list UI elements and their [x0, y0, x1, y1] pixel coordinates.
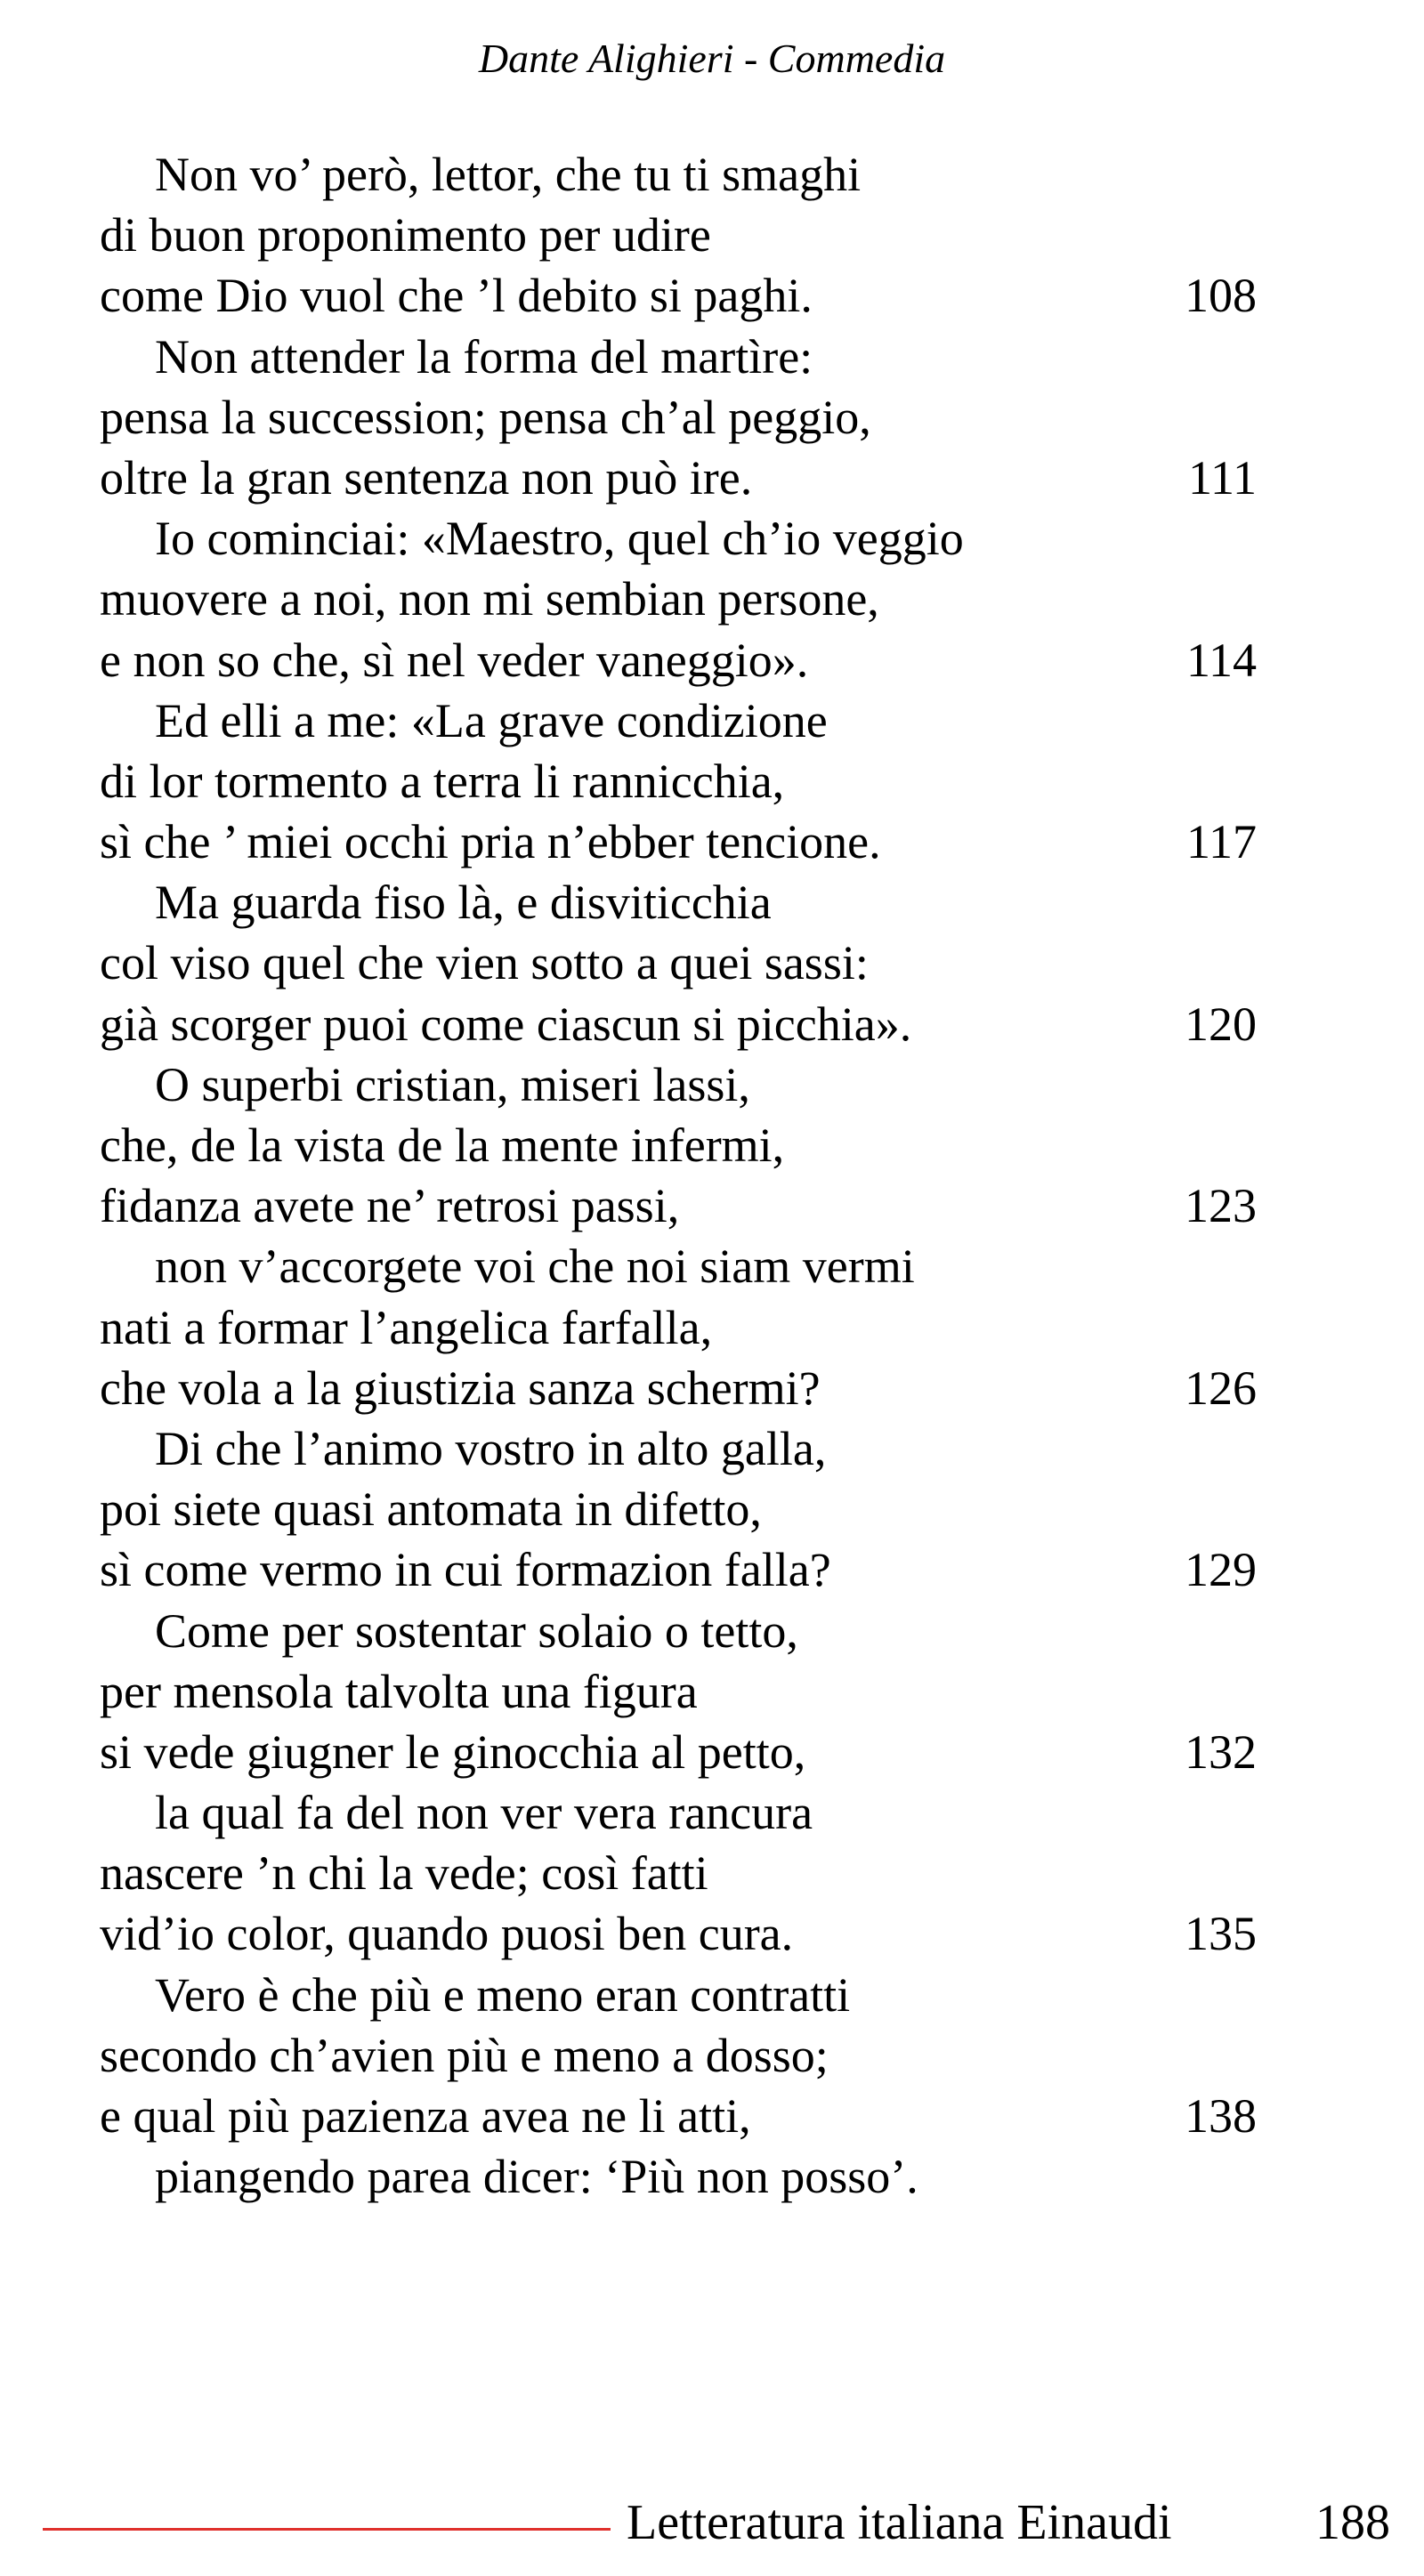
verse-line: [100, 1782, 1257, 1843]
line-number: 132: [1185, 1724, 1257, 1779]
verse-text: non v’accorgete voi che noi siam vermi: [155, 1240, 915, 1294]
verse-line: [100, 1115, 1257, 1175]
verse-text: Io cominciai: «Maestro, quel ch’io veggio: [155, 512, 964, 566]
verse-line: [100, 1539, 1257, 1600]
verse-line: [100, 933, 1257, 993]
verse-line: [100, 1965, 1257, 2025]
verse-text: nati a formar l’angelica farfalla,: [100, 1300, 713, 1354]
verse-text: che vola a la giustizia sanza schermi?: [100, 1361, 821, 1415]
verse-text: O superbi cristian, miseri lassi,: [155, 1057, 750, 1111]
verse-text: oltre la gran sentenza non può ire.: [100, 450, 753, 505]
verse-text: che, de la vista de la mente infermi,: [100, 1118, 785, 1172]
verse-line: [100, 1843, 1257, 1903]
verse-text: pensa la succession; pensa ch’al peggio,: [100, 390, 871, 444]
verse-line: [100, 630, 1257, 690]
verse-text: Non vo’ però, lettor, che tu ti smaghi: [155, 148, 862, 201]
verse-text: Ed elli a me: «La grave condizione: [155, 693, 828, 747]
verse-line: [100, 2086, 1257, 2146]
verse-text: Di che l’animo vostro in alto galla,: [155, 1421, 827, 1475]
verse-line: [100, 508, 1257, 569]
verse-line: [100, 812, 1257, 872]
line-number: 123: [1185, 1179, 1257, 1233]
footer-rule: [43, 2528, 611, 2531]
verse-text: muovere a noi, non mi sembian persone,: [100, 572, 879, 626]
verse-text: Vero è che più e meno eran contratti: [155, 1967, 851, 2022]
page-footer: [0, 2487, 1424, 2558]
verse-line: [100, 327, 1257, 387]
line-number: 129: [1185, 1543, 1257, 1597]
verse-text: nascere ’n chi la vede; così fatti: [100, 1846, 708, 1901]
verse-text: si vede giugner le ginocchia al petto,: [100, 1724, 806, 1779]
verse-line: [100, 1601, 1257, 1661]
verse-line: [100, 2025, 1257, 2086]
verse-line: [100, 1054, 1257, 1115]
verse-text: Come per sostentar solaio o tetto,: [155, 1603, 798, 1658]
verse-text: sì come vermo in cui formazion falla?: [100, 1543, 831, 1597]
verse-text: di lor tormento a terra li rannicchia,: [100, 754, 785, 808]
verse-text: come Dio vuol che ’l debito si paghi.: [100, 269, 813, 323]
verse-text: e non so che, sì nel veder vaneggio».: [100, 633, 809, 687]
verse-line: [100, 1175, 1257, 1236]
verse-line: [100, 1236, 1257, 1296]
verse-text: piangendo parea dicer: ‘Più non posso’.: [155, 2150, 918, 2204]
line-number: 114: [1186, 633, 1257, 687]
verse-text: di buon proponimento per udire: [100, 208, 711, 262]
verse-line: [100, 205, 1257, 265]
line-number: 135: [1185, 1907, 1257, 1961]
verse-line: [100, 1358, 1257, 1418]
verse-line: [100, 569, 1257, 629]
verse-line: [100, 1418, 1257, 1479]
verse-line: [100, 872, 1257, 933]
verse-text: e qual più pazienza avea ne li atti,: [100, 2089, 751, 2143]
verse-line: [100, 448, 1257, 508]
verse-line: [100, 1479, 1257, 1539]
verse-line: [100, 1297, 1257, 1358]
verse-text: Non attender la forma del martìre:: [155, 329, 813, 384]
poem-body: [100, 144, 1257, 2207]
footer-publisher: Letteratura italiana Einaudi: [627, 2495, 1172, 2550]
line-number: 111: [1188, 450, 1257, 505]
verse-line: [100, 1661, 1257, 1722]
verse-text: vid’io color, quando puosi ben cura.: [100, 1907, 794, 1961]
verse-text: Ma guarda fiso là, e disviticchia: [155, 876, 772, 930]
verse-text: sì che ’ miei occhi pria n’ebber tencione.: [100, 815, 881, 869]
verse-text: la qual fa del non ver vera rancura: [155, 1786, 813, 1840]
verse-line: [100, 387, 1257, 448]
verse-line: [100, 265, 1257, 326]
verse-line: [100, 1722, 1257, 1782]
line-number: 120: [1185, 997, 1257, 1051]
page-number: 188: [1315, 2495, 1390, 2550]
verse-text: col viso quel che vien sotto a quei sassi:: [100, 936, 869, 990]
verse-line: [100, 144, 1257, 205]
verse-text: per mensola talvolta una figura: [100, 1664, 698, 1718]
verse-text: secondo ch’avien più e meno a dosso;: [100, 2028, 829, 2082]
line-number: 108: [1185, 269, 1257, 323]
line-number: 126: [1185, 1361, 1257, 1415]
running-head: Dante Alighieri - Commedia: [478, 36, 946, 81]
verse-line: [100, 751, 1257, 812]
verse-text: già scorger puoi come ciascun si picchia».: [100, 997, 912, 1051]
verse-line: [100, 690, 1257, 751]
verse-text: poi siete quasi antomata in difetto,: [100, 1482, 762, 1537]
verse-line: [100, 994, 1257, 1054]
verse-text: fidanza avete ne’ retrosi passi,: [100, 1179, 680, 1233]
verse-line: [100, 2146, 1257, 2207]
line-number: 117: [1186, 815, 1257, 869]
line-number: 138: [1185, 2089, 1257, 2143]
verse-line: [100, 1903, 1257, 1964]
